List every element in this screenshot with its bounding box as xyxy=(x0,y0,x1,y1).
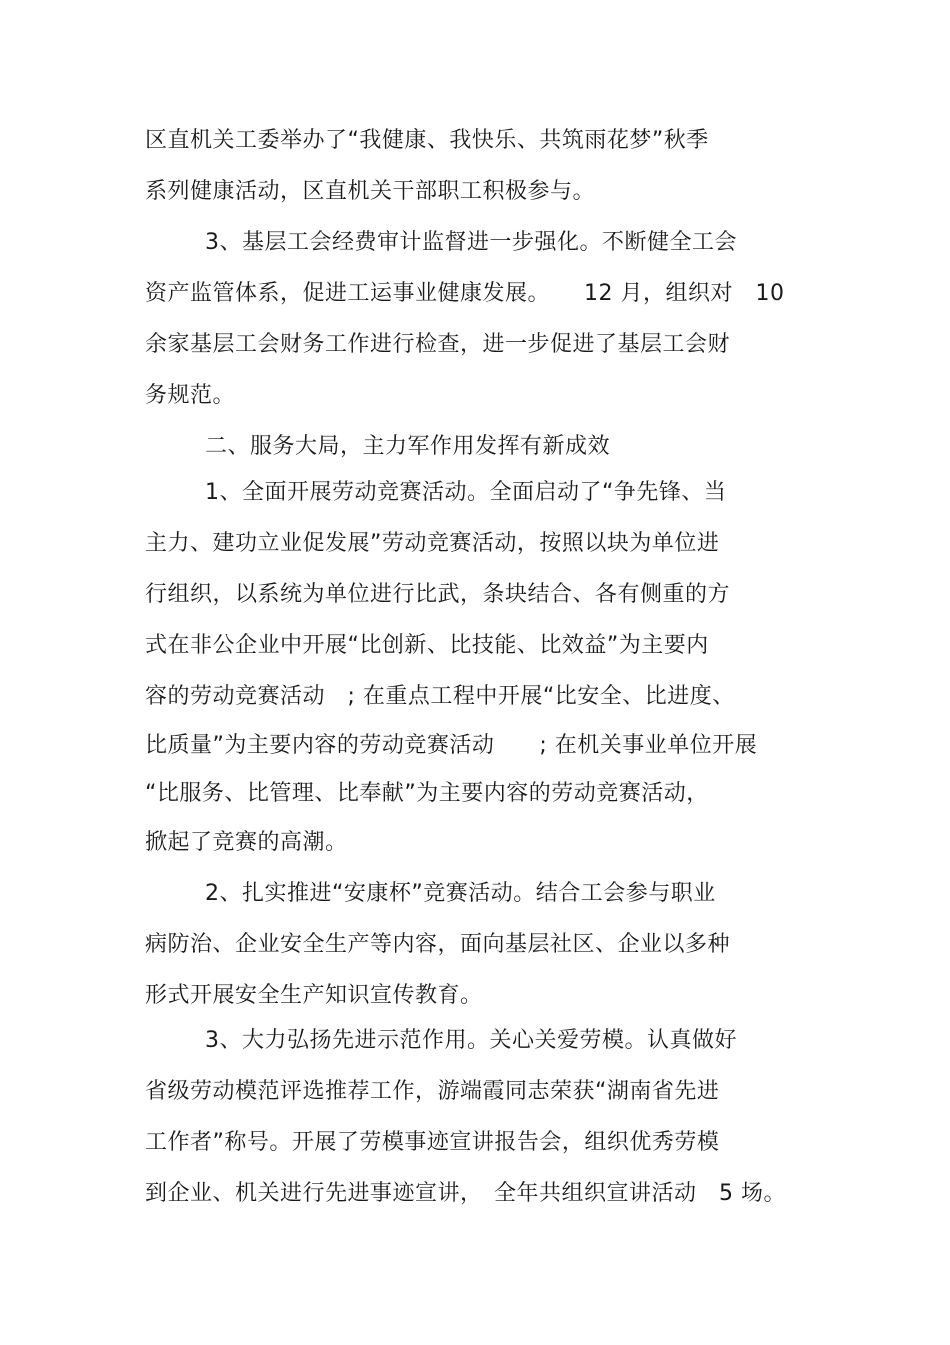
text-line: 2、扎实推进“安康杯”竞赛活动。结合工会参与职业 xyxy=(205,881,716,906)
text-line: 行组织，以系统为单位进行比武，条块结合、各有侧重的方 xyxy=(145,582,731,607)
text-line: 务规范。 xyxy=(145,383,236,408)
text-line: 区直机关工委举办了“我健康、我快乐、共筑雨花梦”秋季 xyxy=(145,128,709,153)
text-line: “比服务、比管理、比奉献”为主要内容的劳动竞赛活动， xyxy=(145,781,709,806)
text-line: 比质量”为主要内容的劳动竞赛活动 ; 在机关事业单位开展 xyxy=(145,733,758,758)
text-line: 式在非公企业中开展“比创新、比技能、比效益”为主要内 xyxy=(145,633,709,658)
text-line: 容的劳动竞赛活动 ; 在重点工程中开展“比安全、比进度、 xyxy=(145,684,735,709)
text-line: 主力、建功立业促发展”劳动竞赛活动，按照以块为单位进 xyxy=(145,531,720,556)
text-line: 病防治、企业安全生产等内容，面向基层社区、企业以多种 xyxy=(145,932,731,957)
text-line: 3、基层工会经费审计监督进一步强化。不断健全工会 xyxy=(205,230,737,255)
text-line: 资产监管体系，促进工运事业健康发展。 12 月，组织对 10 xyxy=(145,281,785,306)
text-line: 3、大力弘扬先进示范作用。关心关爱劳模。认真做好 xyxy=(205,1028,737,1053)
section-heading: 二、服务大局，主力军作用发挥有新成效 xyxy=(205,434,611,459)
text-line: 余家基层工会财务工作进行检查，进一步促进了基层工会财 xyxy=(145,332,731,357)
text-line: 形式开展安全生产知识宣传教育。 xyxy=(145,983,483,1008)
text-line: 系列健康活动，区直机关干部职工积极参与。 xyxy=(145,179,596,204)
text-line: 工作者”称号。开展了劳模事迹宣讲报告会，组织优秀劳模 xyxy=(145,1130,720,1155)
text-line: 省级劳动模范评选推荐工作，游端霞同志荣获“湖南省先进 xyxy=(145,1079,720,1104)
text-line: 掀起了竞赛的高潮。 xyxy=(145,830,348,855)
text-line: 1、全面开展劳动竞赛活动。全面启动了“争先锋、当 xyxy=(205,480,727,505)
text-line: 到企业、机关进行先进事迹宣讲， 全年共组织宣讲活动 5 场。 xyxy=(145,1181,786,1206)
